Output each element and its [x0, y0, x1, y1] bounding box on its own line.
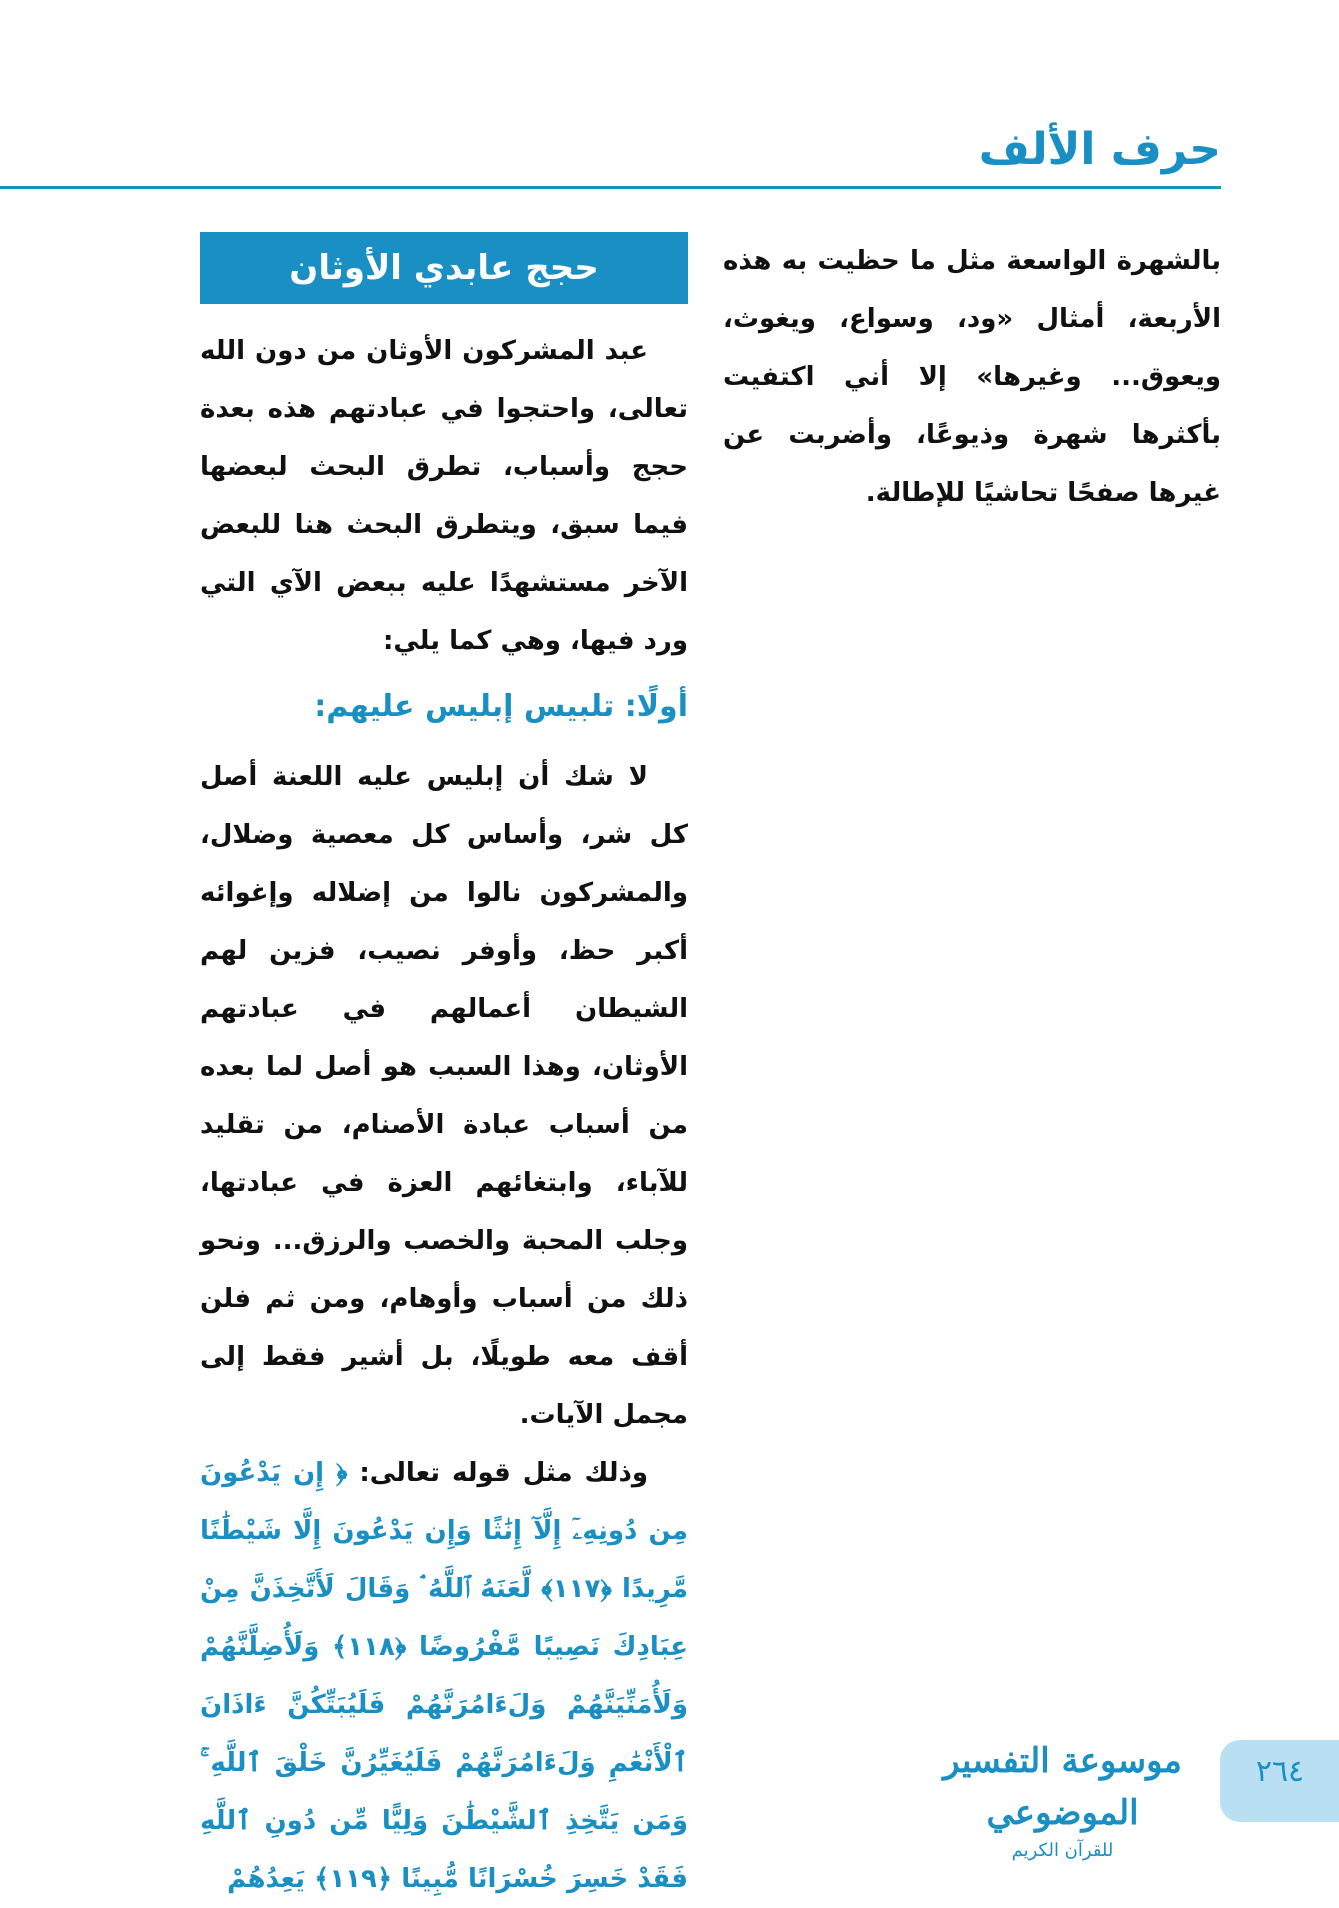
header-divider — [0, 186, 1221, 189]
section-title: حجج عابدي الأوثان — [200, 232, 688, 304]
page-number: ٢٦٤ — [1255, 1754, 1305, 1789]
page-header-title: حرف الألف — [978, 124, 1221, 175]
quran-paragraph — [200, 1444, 688, 1908]
left-column — [200, 232, 688, 1908]
subheading: أولًا: تلبيس إبليس عليهم: — [314, 689, 688, 724]
right-column — [723, 232, 1221, 522]
quran-verse: ﴿ إِن يَدْعُونَ مِن دُونِهِۦٓ إِلَّآ إِنَٰثًا وَإِن يَدْعُونَ إِلَّا شَيْطَٰنًا مَّرِيدًا ﴿١١٧﴾ لَّعَنَهُ ٱللَّهُ ۘ وَقَالَ لَأَتَّخِذَنَّ مِنْ عِبَادِكَ نَصِيبًا مَّفْرُوضًا ﴿١١٨﴾ وَلَأُضِلَّنَّهُمْ وَلَأُمَنِّيَنَّهُمْ وَلَءَامُرَنَّهُمْ فَلَيُبَتِّكُنَّ ءَاذَانَ ٱلْأَنْعَٰمِ وَلَءَامُرَنَّهُمْ فَلَيُغَيِّرُنَّ خَلْقَ ٱللَّهِ ۚ وَمَن يَتَّخِذِ ٱلشَّيْطَٰنَ وَلِيًّا مِّن دُونِ ٱللَّهِ فَقَدْ خَسِرَ خُسْرَانًا مُّبِينًا ﴿١١٩﴾ يَعِدُهُمْ — [200, 1458, 688, 1894]
logo-main-text: موسوعة التفسير الموضوعي — [943, 1741, 1182, 1833]
right-column-paragraph: بالشهرة الواسعة مثل ما حظيت به هذه الأربعة، أمثال «ود، وسواع، ويغوث، ويعوق... وغيرها» إلا أني اكتفيت بأكثرها شهرة وذيوعًا، وأضربت عن غيرها صفحًا تحاشيًا للإطالة. — [723, 246, 1221, 508]
quran-intro: وذلك مثل قوله تعالى: — [347, 1458, 648, 1488]
logo-sub-text: للقرآن الكريم — [1011, 1840, 1114, 1861]
body-paragraph: لا شك أن إبليس عليه اللعنة أصل كل شر، وأساس كل معصية وضلال، والمشركون نالوا من إضلاله وإغوائه أكبر حظ، وأوفر نصيب، فزين لهم الشيطان أعمالهم في عبادتهم الأوثان، وهذا السبب هو أصل لما بعده من أسباب عبادة الأصنام، من تقليد للآباء، وابتغائهم العزة في عبادتها، وجلب المحبة والخصب والرزق... ونحو ذلك من أسباب وأوهام، ومن ثم فلن أقف معه طويلًا، بل أشير فقط إلى مجمل الآيات. — [200, 762, 688, 1430]
encyclopedia-logo — [930, 1735, 1195, 1861]
intro-paragraph: عبد المشركون الأوثان من دون الله تعالى، واحتجوا في عبادتهم هذه بعدة حجج وأسباب، تطرق البحث لبعضها فيما سبق، ويتطرق البحث هنا للبعض الآخر مستشهدًا عليه ببعض الآي التي ورد فيها، وهي كما يلي: — [200, 336, 688, 656]
